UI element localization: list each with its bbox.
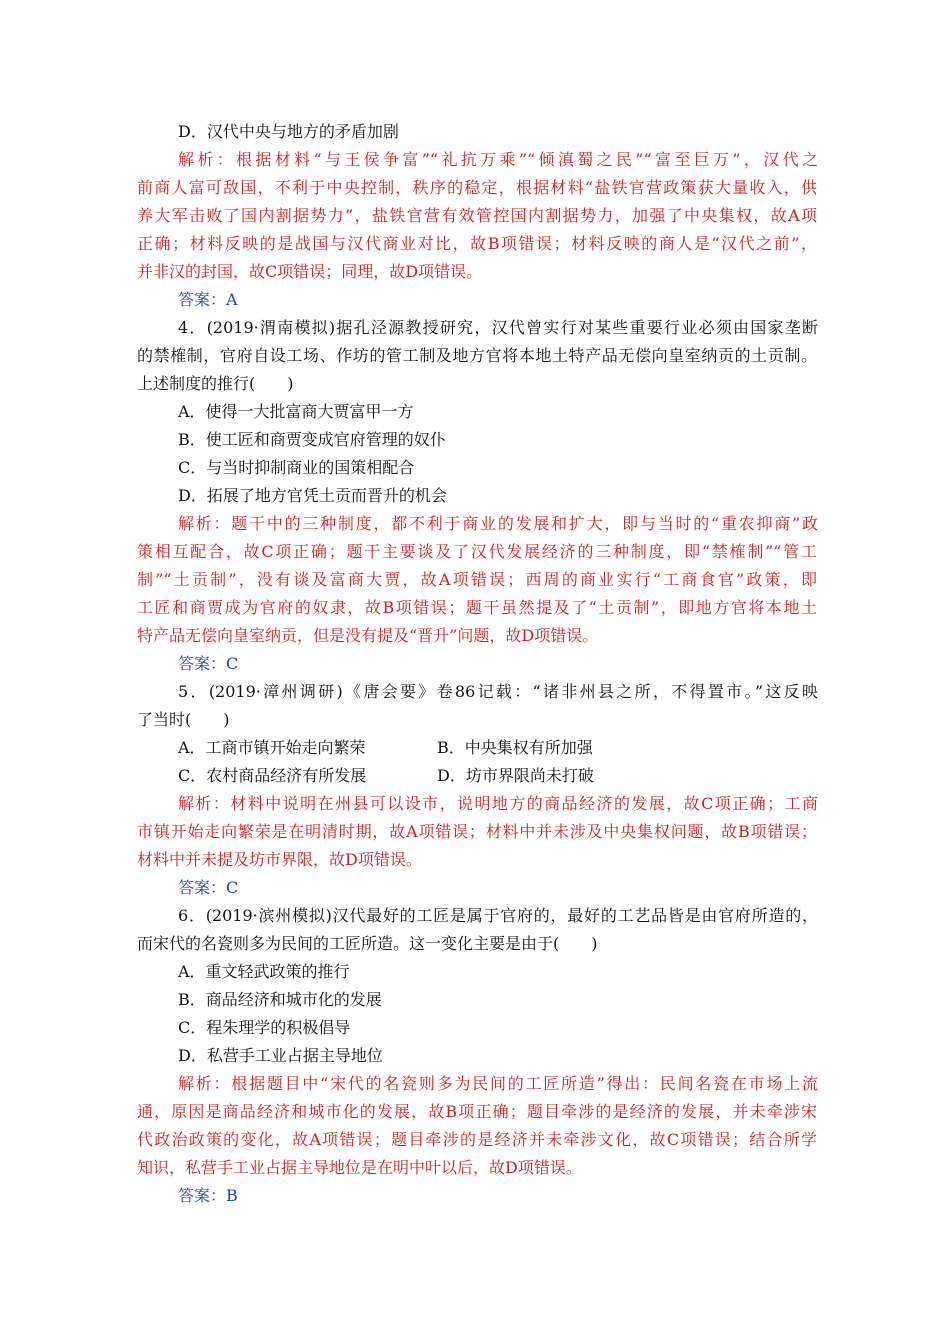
q6-analysis-line: 通，原因是商品经济和城市化的发展，故B项正确；题目牵涉的是经济的发展，并未牵涉宋 xyxy=(137,1102,817,1121)
q3-analysis-line: 正确；材料反映的是战国与汉代商业对比，故B项错误；材料反映的商人是“汉代之前”， xyxy=(137,234,817,253)
q4-analysis-line: 制”“土贡制”，没有谈及富商大贾，故A项错误；西周的商业实行“工商食官”政策，即 xyxy=(137,570,817,589)
q5-analysis-line: 解析：材料中说明在州县可以设市，说明地方的商品经济的发展，故C项正确；工商 xyxy=(178,794,818,813)
q4-stem-line: 的禁榷制，官府自设工场、作坊的管工制及地方官将本地土特产品无偿向皇室纳贡的土贡制。 xyxy=(137,346,817,365)
q3-answer: 答案：A xyxy=(178,290,238,309)
q5-option-a: A．工商市镇开始走向繁荣 xyxy=(178,738,366,757)
q5-answer: 答案：C xyxy=(178,878,239,897)
q3-analysis-line: 养大军击败了国内割据势力”，盐铁官营有效管控国内割据势力，加强了中央集权，故A项 xyxy=(137,206,817,225)
q6-analysis-line: 解析：根据题目中“宋代的名瓷则多为民间的工匠所造”得出：民间名瓷在市场上流 xyxy=(178,1074,818,1093)
q4-stem-line: 4．(2019·渭南模拟)据孔泾源教授研究，汉代曾实行对某些重要行业必须由国家垄断 xyxy=(178,318,818,337)
q4-option-c: C．与当时抑制商业的国策相配合 xyxy=(178,458,415,477)
q6-option-b: B．商品经济和城市化的发展 xyxy=(178,990,382,1009)
q5-option-d: D．坊市界限尚未打破 xyxy=(437,766,594,785)
q6-option-c: C．程朱理学的积极倡导 xyxy=(178,1018,351,1037)
q5-option-c: C．农村商品经济有所发展 xyxy=(178,766,367,785)
q6-option-d: D．私营手工业占据主导地位 xyxy=(178,1046,383,1065)
q5-analysis-line: 市镇开始走向繁荣是在明清时期，故A项错误；材料中并未涉及中央集权问题，故B项错误； xyxy=(137,822,817,841)
q4-analysis-line: 特产品无偿向皇室纳贡，但是没有提及“晋升”问题，故D项错误。 xyxy=(137,626,599,645)
q5-option-b: B．中央集权有所加强 xyxy=(437,738,593,757)
q6-stem-line: 而宋代的名瓷则多为民间的工匠所造。这一变化主要是由于( ) xyxy=(137,934,598,953)
q4-stem-line: 上述制度的推行( ) xyxy=(137,374,294,393)
q4-option-b: B．使工匠和商贾变成官府管理的奴仆 xyxy=(178,430,446,449)
q5-stem-line: 5．(2019·漳州调研)《唐会要》卷86记载：“诸非州县之所，不得置市。”这反映 xyxy=(178,682,818,701)
q4-analysis-line: 工匠和商贾成为官府的奴隶，故B项错误；题干虽然提及了“土贡制”，即地方官将本地土 xyxy=(137,598,817,617)
q4-option-d: D．拓展了地方官凭土贡而晋升的机会 xyxy=(178,486,447,505)
q4-option-a: A．使得一大批富商大贾富甲一方 xyxy=(178,402,414,421)
q6-stem-line: 6．(2019·滨州模拟)汉代最好的工匠是属于官府的，最好的工艺品皆是由官府所造的， xyxy=(178,906,818,925)
q6-analysis-line: 代政治政策的变化，故A项错误；题目牵涉的是经济并未牵涉文化，故C项错误；结合所学 xyxy=(137,1130,817,1149)
q3-option-d: D．汉代中央与地方的矛盾加剧 xyxy=(178,122,399,141)
q6-option-a: A．重文轻武政策的推行 xyxy=(178,962,350,981)
q4-analysis-line: 解析：题干中的三种制度，都不利于商业的发展和扩大，即与当时的“重农抑商”政 xyxy=(178,514,818,533)
q5-analysis-line: 材料中并未提及坊市界限，故D项错误。 xyxy=(137,850,422,869)
q5-stem-line: 了当时( ) xyxy=(137,710,230,729)
q6-analysis-line: 知识，私营手工业占据主导地位是在明中叶以后，故D项错误。 xyxy=(137,1158,582,1177)
q3-analysis-line: 前商人富可敌国，不利于中央控制，秩序的稳定，根据材料“盐铁官营政策获大量收入，供 xyxy=(137,178,817,197)
q3-analysis-line: 解析：根据材料“与王侯争富”“礼抗万乘”“倾滇蜀之民”“富至巨万”，汉代之 xyxy=(178,150,818,169)
q4-answer: 答案：C xyxy=(178,654,239,673)
q3-analysis-line: 并非汉的封国，故C项错误；同理，故D项错误。 xyxy=(137,262,483,281)
q6-answer: 答案：B xyxy=(178,1186,238,1205)
q4-analysis-line: 策相互配合，故C项正确；题干主要谈及了汉代发展经济的三种制度，即“禁榷制”“管工 xyxy=(137,542,817,561)
